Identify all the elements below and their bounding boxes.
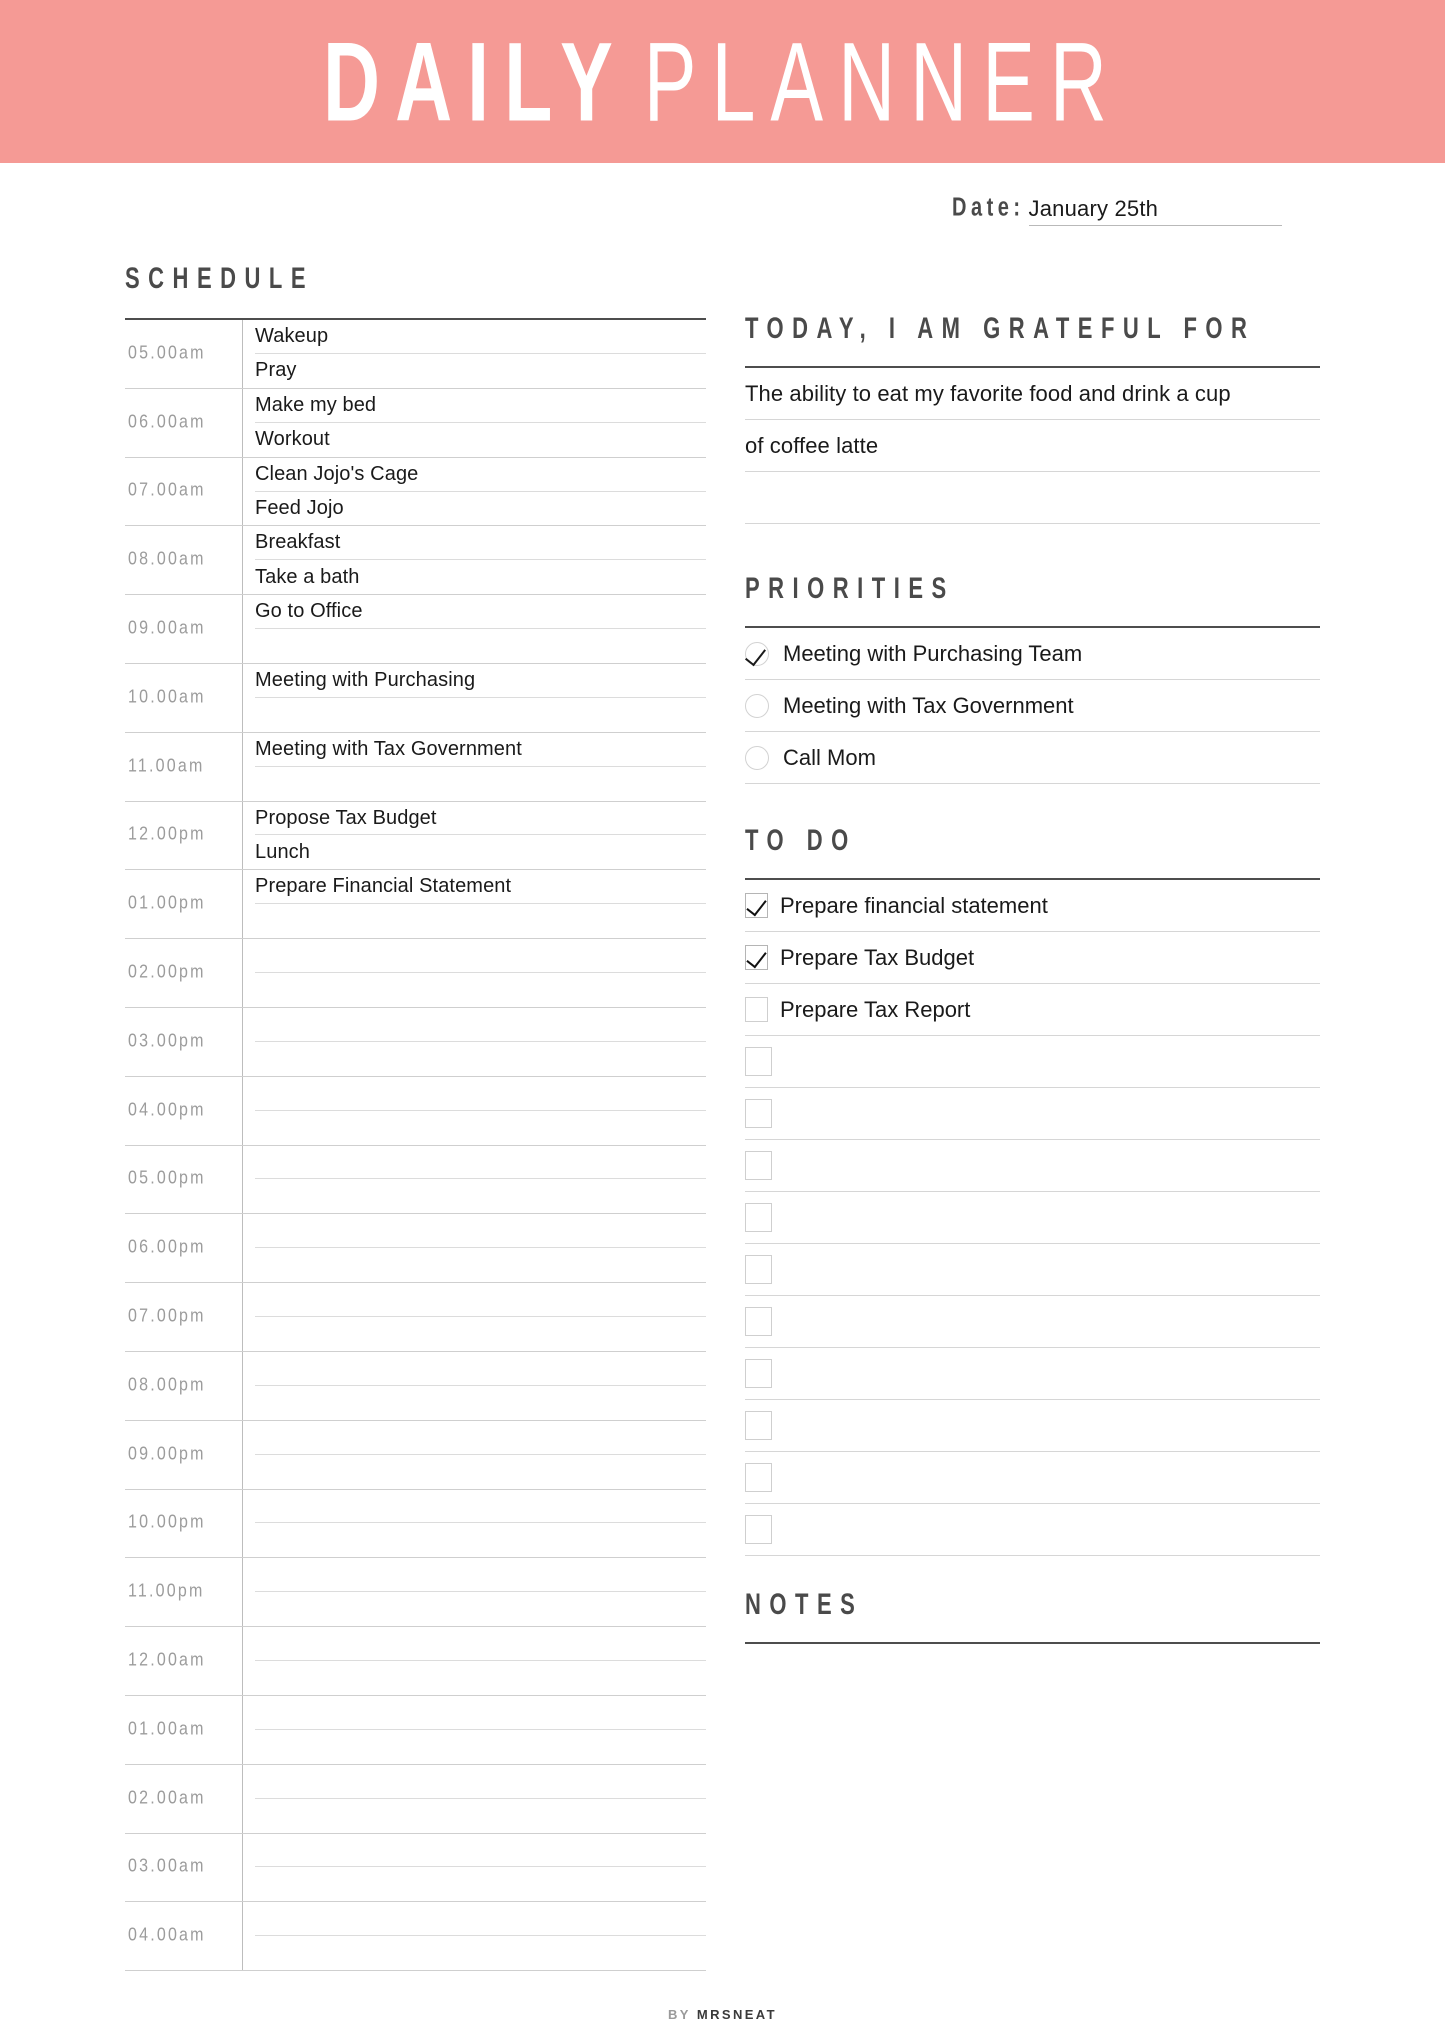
schedule-row[interactable] — [125, 1008, 706, 1077]
schedule-entry-line[interactable] — [255, 835, 706, 869]
schedule-entry-line[interactable] — [255, 870, 706, 904]
schedule-entry-text: Prepare Financial Statement — [255, 875, 512, 898]
schedule-entry-line[interactable] — [255, 1627, 706, 1661]
schedule-entry-line[interactable] — [255, 1799, 706, 1833]
schedule-row[interactable] — [125, 1696, 706, 1765]
schedule-time-label: 05.00am — [128, 343, 206, 364]
schedule-entry-line[interactable] — [255, 1179, 706, 1213]
date-label: Date: — [952, 193, 1025, 223]
schedule-entry-line[interactable] — [255, 1523, 706, 1557]
schedule-entry-cell — [243, 1283, 706, 1351]
schedule-entry-text: Lunch — [255, 840, 310, 863]
todo-checkbox-icon[interactable] — [745, 1099, 772, 1128]
notes-section — [745, 1586, 1320, 1924]
schedule-entry-line[interactable] — [255, 1558, 706, 1592]
schedule-entry-line[interactable] — [255, 1455, 706, 1489]
schedule-entry-line[interactable] — [255, 354, 706, 388]
schedule-entry-line[interactable] — [255, 1902, 706, 1936]
todo-list — [745, 880, 1320, 1556]
schedule-row[interactable] — [125, 1146, 706, 1215]
schedule-entry-line[interactable] — [255, 802, 706, 836]
schedule-entry-text: Wakeup — [255, 324, 329, 347]
todo-item[interactable] — [745, 1452, 1320, 1504]
schedule-time-cell — [125, 1214, 243, 1282]
schedule-entry-line[interactable] — [255, 664, 706, 698]
schedule-time-label: 04.00pm — [128, 1100, 206, 1121]
priority-item[interactable] — [745, 628, 1320, 680]
schedule-entry-line[interactable] — [255, 1386, 706, 1420]
schedule-time-label: 01.00pm — [128, 893, 206, 914]
schedule-entry-text: Breakfast — [255, 531, 341, 554]
priorities-heading: PRIORITIES — [745, 570, 955, 605]
right-column — [745, 310, 1320, 1924]
schedule-entry-text: Propose Tax Budget — [255, 806, 437, 829]
schedule-time-label: 03.00pm — [128, 1031, 206, 1052]
schedule-row[interactable] — [125, 1490, 706, 1559]
priority-checkbox-icon[interactable] — [745, 746, 769, 770]
date-field[interactable] — [952, 193, 1282, 226]
grateful-line[interactable] — [745, 420, 1320, 472]
schedule-row[interactable] — [125, 1352, 706, 1421]
schedule-entry-line[interactable] — [255, 1042, 706, 1076]
schedule-entry-line[interactable] — [255, 389, 706, 423]
schedule-table — [125, 318, 706, 1971]
todo-checkbox-icon[interactable] — [745, 997, 768, 1022]
page-title — [323, 18, 1122, 145]
schedule-heading: SCHEDULE — [125, 260, 315, 295]
schedule-row[interactable] — [125, 939, 706, 1008]
schedule-row[interactable] — [125, 1902, 706, 1971]
schedule-row[interactable] — [125, 1834, 706, 1903]
schedule-entry-cell — [243, 1490, 706, 1558]
schedule-time-cell — [125, 939, 243, 1007]
schedule-entry-cell — [243, 733, 706, 801]
schedule-time-label: 08.00am — [128, 549, 206, 570]
schedule-entry-cell — [243, 320, 706, 388]
todo-checkbox-checked-icon[interactable] — [745, 893, 768, 918]
priorities-list — [745, 628, 1320, 784]
schedule-entry-line[interactable] — [255, 698, 706, 732]
schedule-entry-cell — [243, 1765, 706, 1833]
schedule-time-label: 07.00am — [128, 480, 206, 501]
todo-item[interactable] — [745, 984, 1320, 1036]
schedule-time-label: 01.00am — [128, 1719, 206, 1740]
schedule-entry-cell — [243, 1558, 706, 1626]
schedule-entry-cell — [243, 802, 706, 870]
schedule-entry-line[interactable] — [255, 1730, 706, 1764]
schedule-entry-line[interactable] — [255, 1592, 706, 1626]
priority-item[interactable] — [745, 680, 1320, 732]
priority-checkbox-icon[interactable] — [745, 694, 769, 718]
schedule-time-label: 07.00pm — [128, 1306, 206, 1327]
todo-checkbox-icon[interactable] — [745, 1151, 772, 1180]
schedule-time-cell — [125, 1627, 243, 1695]
schedule-row[interactable] — [125, 526, 706, 595]
schedule-entry-text: Meeting with Tax Government — [255, 737, 522, 760]
schedule-time-cell — [125, 320, 243, 388]
schedule-entry-cell — [243, 458, 706, 526]
schedule-entry-line[interactable] — [255, 1352, 706, 1386]
schedule-entry-cell — [243, 526, 706, 594]
schedule-time-label: 10.00pm — [128, 1512, 206, 1533]
schedule-row[interactable] — [125, 664, 706, 733]
schedule-time-cell — [125, 733, 243, 801]
schedule-entry-line[interactable] — [255, 1661, 706, 1695]
schedule-time-cell — [125, 1146, 243, 1214]
footer — [0, 2007, 1445, 2022]
schedule-entry-line[interactable] — [255, 1421, 706, 1455]
grateful-heading: TODAY, I AM GRATEFUL FOR — [745, 310, 1256, 345]
date-input[interactable] — [1029, 196, 1282, 226]
schedule-time-label: 12.00am — [128, 1650, 206, 1671]
schedule-entry-line[interactable] — [255, 904, 706, 938]
schedule-time-cell — [125, 1352, 243, 1420]
schedule-row[interactable] — [125, 733, 706, 802]
schedule-entry-text: Make my bed — [255, 393, 377, 416]
todo-item[interactable] — [745, 1400, 1320, 1452]
page-title-light: PLANNER — [643, 18, 1122, 145]
todo-checkbox-icon[interactable] — [745, 1307, 772, 1336]
schedule-time-cell — [125, 389, 243, 457]
schedule-time-cell — [125, 1008, 243, 1076]
todo-checkbox-icon[interactable] — [745, 1359, 772, 1388]
schedule-time-label: 11.00pm — [128, 1581, 205, 1602]
grateful-line[interactable] — [745, 368, 1320, 420]
schedule-time-cell — [125, 802, 243, 870]
schedule-row[interactable] — [125, 1421, 706, 1490]
schedule-time-cell — [125, 595, 243, 663]
todo-item[interactable] — [745, 1088, 1320, 1140]
todo-label: Prepare Tax Budget — [780, 944, 975, 970]
footer-by-label: BY — [668, 2007, 691, 2022]
schedule-entry-line[interactable] — [255, 1936, 706, 1970]
todo-checkbox-icon[interactable] — [745, 1463, 772, 1492]
schedule-entry-text: Pray — [255, 359, 297, 382]
schedule-entry-text: Feed Jojo — [255, 496, 344, 519]
schedule-time-cell — [125, 1834, 243, 1902]
schedule-time-label: 05.00pm — [128, 1168, 206, 1189]
schedule-entry-cell — [243, 1421, 706, 1489]
schedule-row[interactable] — [125, 389, 706, 458]
schedule-entry-cell — [243, 1902, 706, 1970]
todo-section — [745, 822, 1320, 1556]
schedule-row[interactable] — [125, 320, 706, 389]
schedule-entry-line[interactable] — [255, 1696, 706, 1730]
footer-brand: MRSNEAT — [696, 2007, 777, 2022]
schedule-entry-cell — [243, 1008, 706, 1076]
schedule-section — [125, 260, 706, 1971]
schedule-entry-line[interactable] — [255, 320, 706, 354]
todo-item[interactable] — [745, 1244, 1320, 1296]
schedule-entry-line[interactable] — [255, 423, 706, 457]
todo-heading: TO DO — [745, 822, 857, 857]
schedule-entry-text: Take a bath — [255, 565, 360, 588]
schedule-entry-cell — [243, 1146, 706, 1214]
todo-item[interactable] — [745, 932, 1320, 984]
schedule-time-label: 09.00pm — [128, 1444, 206, 1465]
schedule-time-label: 06.00am — [128, 412, 206, 433]
schedule-entry-line[interactable] — [255, 1008, 706, 1042]
todo-label: Prepare financial statement — [780, 892, 1048, 918]
schedule-entry-line[interactable] — [255, 1867, 706, 1901]
schedule-entry-cell — [243, 1696, 706, 1764]
priority-checkbox-checked-icon[interactable] — [745, 642, 769, 666]
grateful-text: The ability to eat my favorite food and drink a cup — [745, 380, 1231, 406]
schedule-time-label: 02.00am — [128, 1788, 206, 1809]
schedule-time-cell — [125, 1490, 243, 1558]
schedule-row[interactable] — [125, 595, 706, 664]
schedule-time-label: 11.00am — [128, 756, 205, 777]
schedule-entry-cell — [243, 1627, 706, 1695]
schedule-entry-cell — [243, 1352, 706, 1420]
schedule-time-label: 08.00pm — [128, 1375, 206, 1396]
schedule-row[interactable] — [125, 1283, 706, 1352]
schedule-row[interactable] — [125, 458, 706, 527]
schedule-time-label: 12.00pm — [128, 824, 206, 845]
priority-item[interactable] — [745, 732, 1320, 784]
schedule-time-cell — [125, 870, 243, 938]
schedule-entry-line[interactable] — [255, 1248, 706, 1282]
schedule-entry-line[interactable] — [255, 1834, 706, 1868]
todo-item[interactable] — [745, 1192, 1320, 1244]
priority-label: Call Mom — [783, 744, 876, 770]
todo-item[interactable] — [745, 1348, 1320, 1400]
grateful-section — [745, 310, 1320, 524]
schedule-time-label: 04.00am — [128, 1925, 206, 1946]
schedule-entry-line[interactable] — [255, 1077, 706, 1111]
schedule-entry-text: Go to Office — [255, 600, 363, 623]
grateful-line[interactable] — [745, 472, 1320, 524]
schedule-entry-cell — [243, 1077, 706, 1145]
schedule-entry-line[interactable] — [255, 733, 706, 767]
schedule-entry-line[interactable] — [255, 560, 706, 594]
grateful-text: of coffee latte — [745, 432, 879, 458]
schedule-entry-line[interactable] — [255, 973, 706, 1007]
schedule-row[interactable] — [125, 1214, 706, 1283]
schedule-time-cell — [125, 1077, 243, 1145]
notes-input-area[interactable] — [745, 1644, 1320, 1924]
schedule-entry-line[interactable] — [255, 595, 706, 629]
schedule-time-label: 10.00am — [128, 687, 206, 708]
schedule-entry-cell — [243, 939, 706, 1007]
schedule-entry-text: Meeting with Purchasing — [255, 668, 476, 691]
todo-checkbox-icon[interactable] — [745, 1203, 772, 1232]
schedule-entry-cell — [243, 595, 706, 663]
grateful-lines — [745, 368, 1320, 524]
todo-item[interactable] — [745, 1036, 1320, 1088]
schedule-row[interactable] — [125, 870, 706, 939]
schedule-time-cell — [125, 1283, 243, 1351]
todo-checkbox-icon[interactable] — [745, 1047, 772, 1076]
schedule-entry-line[interactable] — [255, 458, 706, 492]
schedule-time-cell — [125, 1421, 243, 1489]
schedule-entry-cell — [243, 1834, 706, 1902]
schedule-entry-line[interactable] — [255, 1490, 706, 1524]
schedule-time-cell — [125, 458, 243, 526]
schedule-entry-line[interactable] — [255, 767, 706, 801]
schedule-entry-line[interactable] — [255, 1317, 706, 1351]
schedule-row[interactable] — [125, 1627, 706, 1696]
todo-item[interactable] — [745, 1296, 1320, 1348]
todo-checkbox-icon[interactable] — [745, 1411, 772, 1440]
schedule-time-cell — [125, 664, 243, 732]
todo-checkbox-checked-icon[interactable] — [745, 945, 768, 970]
schedule-entry-line[interactable] — [255, 1214, 706, 1248]
priority-label: Meeting with Tax Government — [783, 692, 1074, 718]
todo-checkbox-icon[interactable] — [745, 1515, 772, 1544]
schedule-entry-line[interactable] — [255, 1283, 706, 1317]
todo-label: Prepare Tax Report — [780, 996, 971, 1022]
schedule-entry-line[interactable] — [255, 492, 706, 526]
schedule-entry-text: Clean Jojo's Cage — [255, 462, 419, 485]
schedule-time-cell — [125, 1765, 243, 1833]
schedule-entry-cell — [243, 664, 706, 732]
todo-item[interactable] — [745, 1504, 1320, 1556]
schedule-row[interactable] — [125, 1558, 706, 1627]
schedule-entry-line[interactable] — [255, 939, 706, 973]
schedule-entry-cell — [243, 1214, 706, 1282]
schedule-entry-line[interactable] — [255, 629, 706, 663]
page-header — [0, 0, 1445, 163]
schedule-entry-cell — [243, 389, 706, 457]
schedule-entry-line[interactable] — [255, 526, 706, 560]
schedule-time-label: 09.00am — [128, 618, 206, 639]
schedule-time-label: 06.00pm — [128, 1237, 206, 1258]
schedule-time-label: 02.00pm — [128, 962, 206, 983]
date-value: January 25th — [1028, 196, 1159, 221]
todo-checkbox-icon[interactable] — [745, 1255, 772, 1284]
todo-item[interactable] — [745, 1140, 1320, 1192]
schedule-entry-line[interactable] — [255, 1765, 706, 1799]
schedule-time-label: 03.00am — [128, 1856, 206, 1877]
schedule-time-cell — [125, 1902, 243, 1970]
page-title-bold: DAILY — [323, 18, 628, 145]
schedule-entry-line[interactable] — [255, 1111, 706, 1145]
schedule-row[interactable] — [125, 1077, 706, 1146]
schedule-time-cell — [125, 1558, 243, 1626]
priority-label: Meeting with Purchasing Team — [783, 640, 1083, 666]
schedule-row[interactable] — [125, 802, 706, 871]
schedule-entry-text: Workout — [255, 428, 330, 451]
schedule-entry-cell — [243, 870, 706, 938]
schedule-time-cell — [125, 526, 243, 594]
schedule-row[interactable] — [125, 1765, 706, 1834]
schedule-entry-line[interactable] — [255, 1146, 706, 1180]
todo-item[interactable] — [745, 880, 1320, 932]
notes-heading: NOTES — [745, 1586, 864, 1621]
priorities-section — [745, 570, 1320, 784]
schedule-time-cell — [125, 1696, 243, 1764]
